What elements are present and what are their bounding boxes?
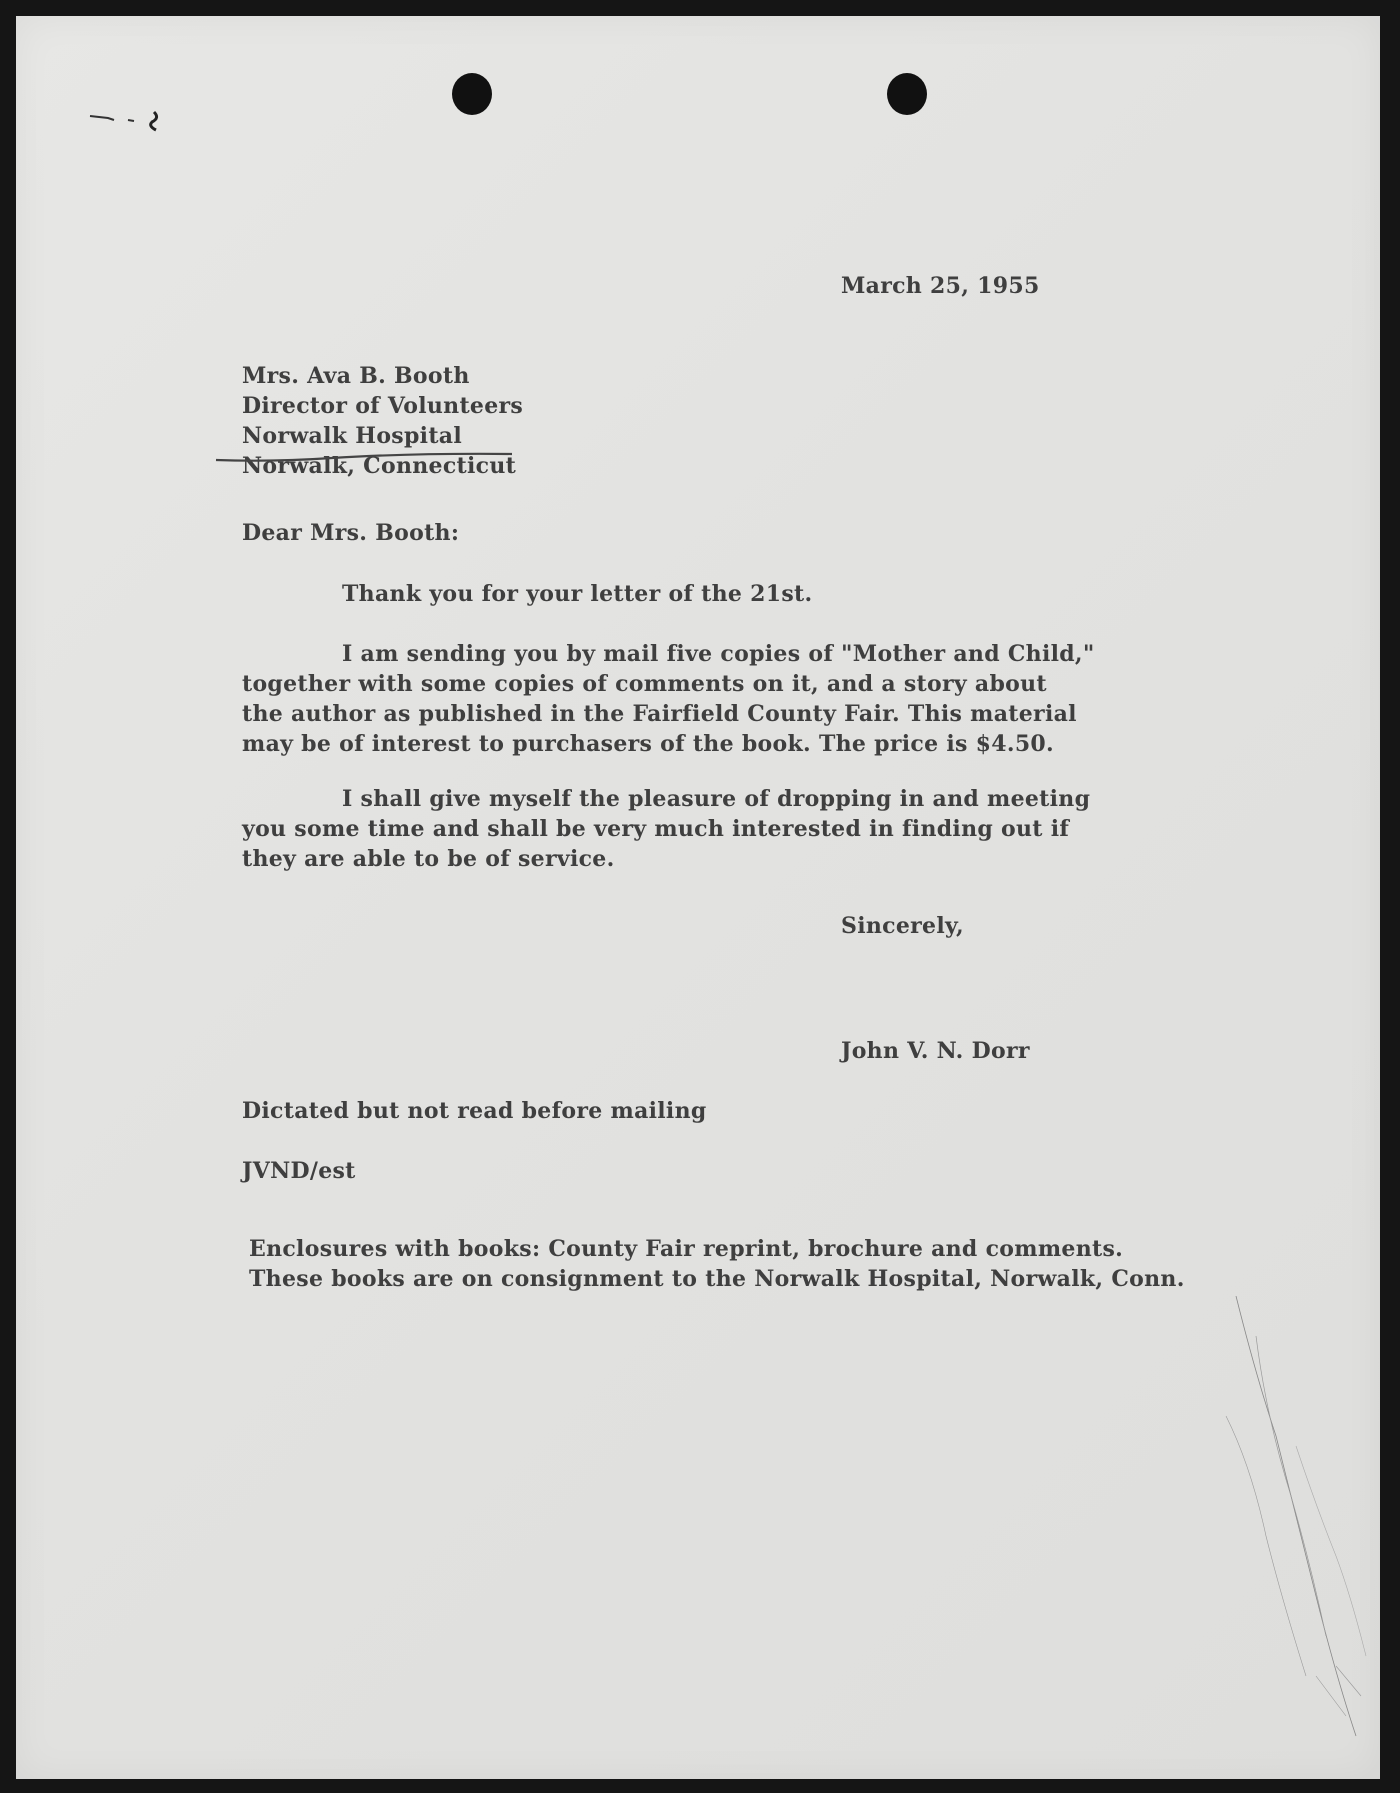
signature-name: John V. N. Dorr xyxy=(841,1038,1030,1064)
paragraph-books-line: together with some copies of comments on it, and a story about xyxy=(242,671,1047,697)
recipient-name: Mrs. Ava B. Booth xyxy=(242,363,470,389)
enclosures-note xyxy=(249,1234,1185,1294)
recipient-city: Norwalk, Connecticut xyxy=(242,453,517,479)
reference-initials: JVND/est xyxy=(242,1158,356,1184)
paragraph-books-line: the author as published in the Fairfield County Fair. This material xyxy=(242,701,1077,727)
handwritten-underline xyxy=(212,440,532,470)
recipient-title: Director of Volunteers xyxy=(242,393,524,419)
paragraph-books-line: I am sending you by mail five copies of "Mother and Child," xyxy=(342,641,1095,667)
paragraph-visit-line: I shall give myself the pleasure of dropping in and meeting xyxy=(342,786,1091,812)
salutation: Dear Mrs. Booth: xyxy=(242,520,460,546)
dictation-note: Dictated but not read before mailing xyxy=(242,1098,707,1124)
enclosures-line: Enclosures with books: County Fair reprint, brochure and comments. xyxy=(249,1236,1124,1262)
letter-page xyxy=(16,16,1380,1779)
enclosures-line: These books are on consignment to the Norwalk Hospital, Norwalk, Conn. xyxy=(249,1266,1185,1292)
paragraph-visit-line: they are able to be of service. xyxy=(242,846,615,872)
punch-hole-right xyxy=(887,73,927,115)
corner-marks xyxy=(86,96,186,146)
paragraph-visit xyxy=(242,784,1090,874)
paragraph-books-line: may be of interest to purchasers of the book. The price is $4.50. xyxy=(242,731,1055,757)
paragraph-thanks: Thank you for your letter of the 21st. xyxy=(342,581,813,607)
pencil-scratches xyxy=(1196,1296,1376,1746)
recipient-organization: Norwalk Hospital xyxy=(242,423,462,449)
paragraph-visit-line: you some time and shall be very much interested in finding out if xyxy=(242,816,1070,842)
letter-date: March 25, 1955 xyxy=(841,273,1040,299)
punch-hole-left xyxy=(452,73,492,115)
paragraph-books xyxy=(242,639,1095,759)
closing: Sincerely, xyxy=(841,913,964,939)
